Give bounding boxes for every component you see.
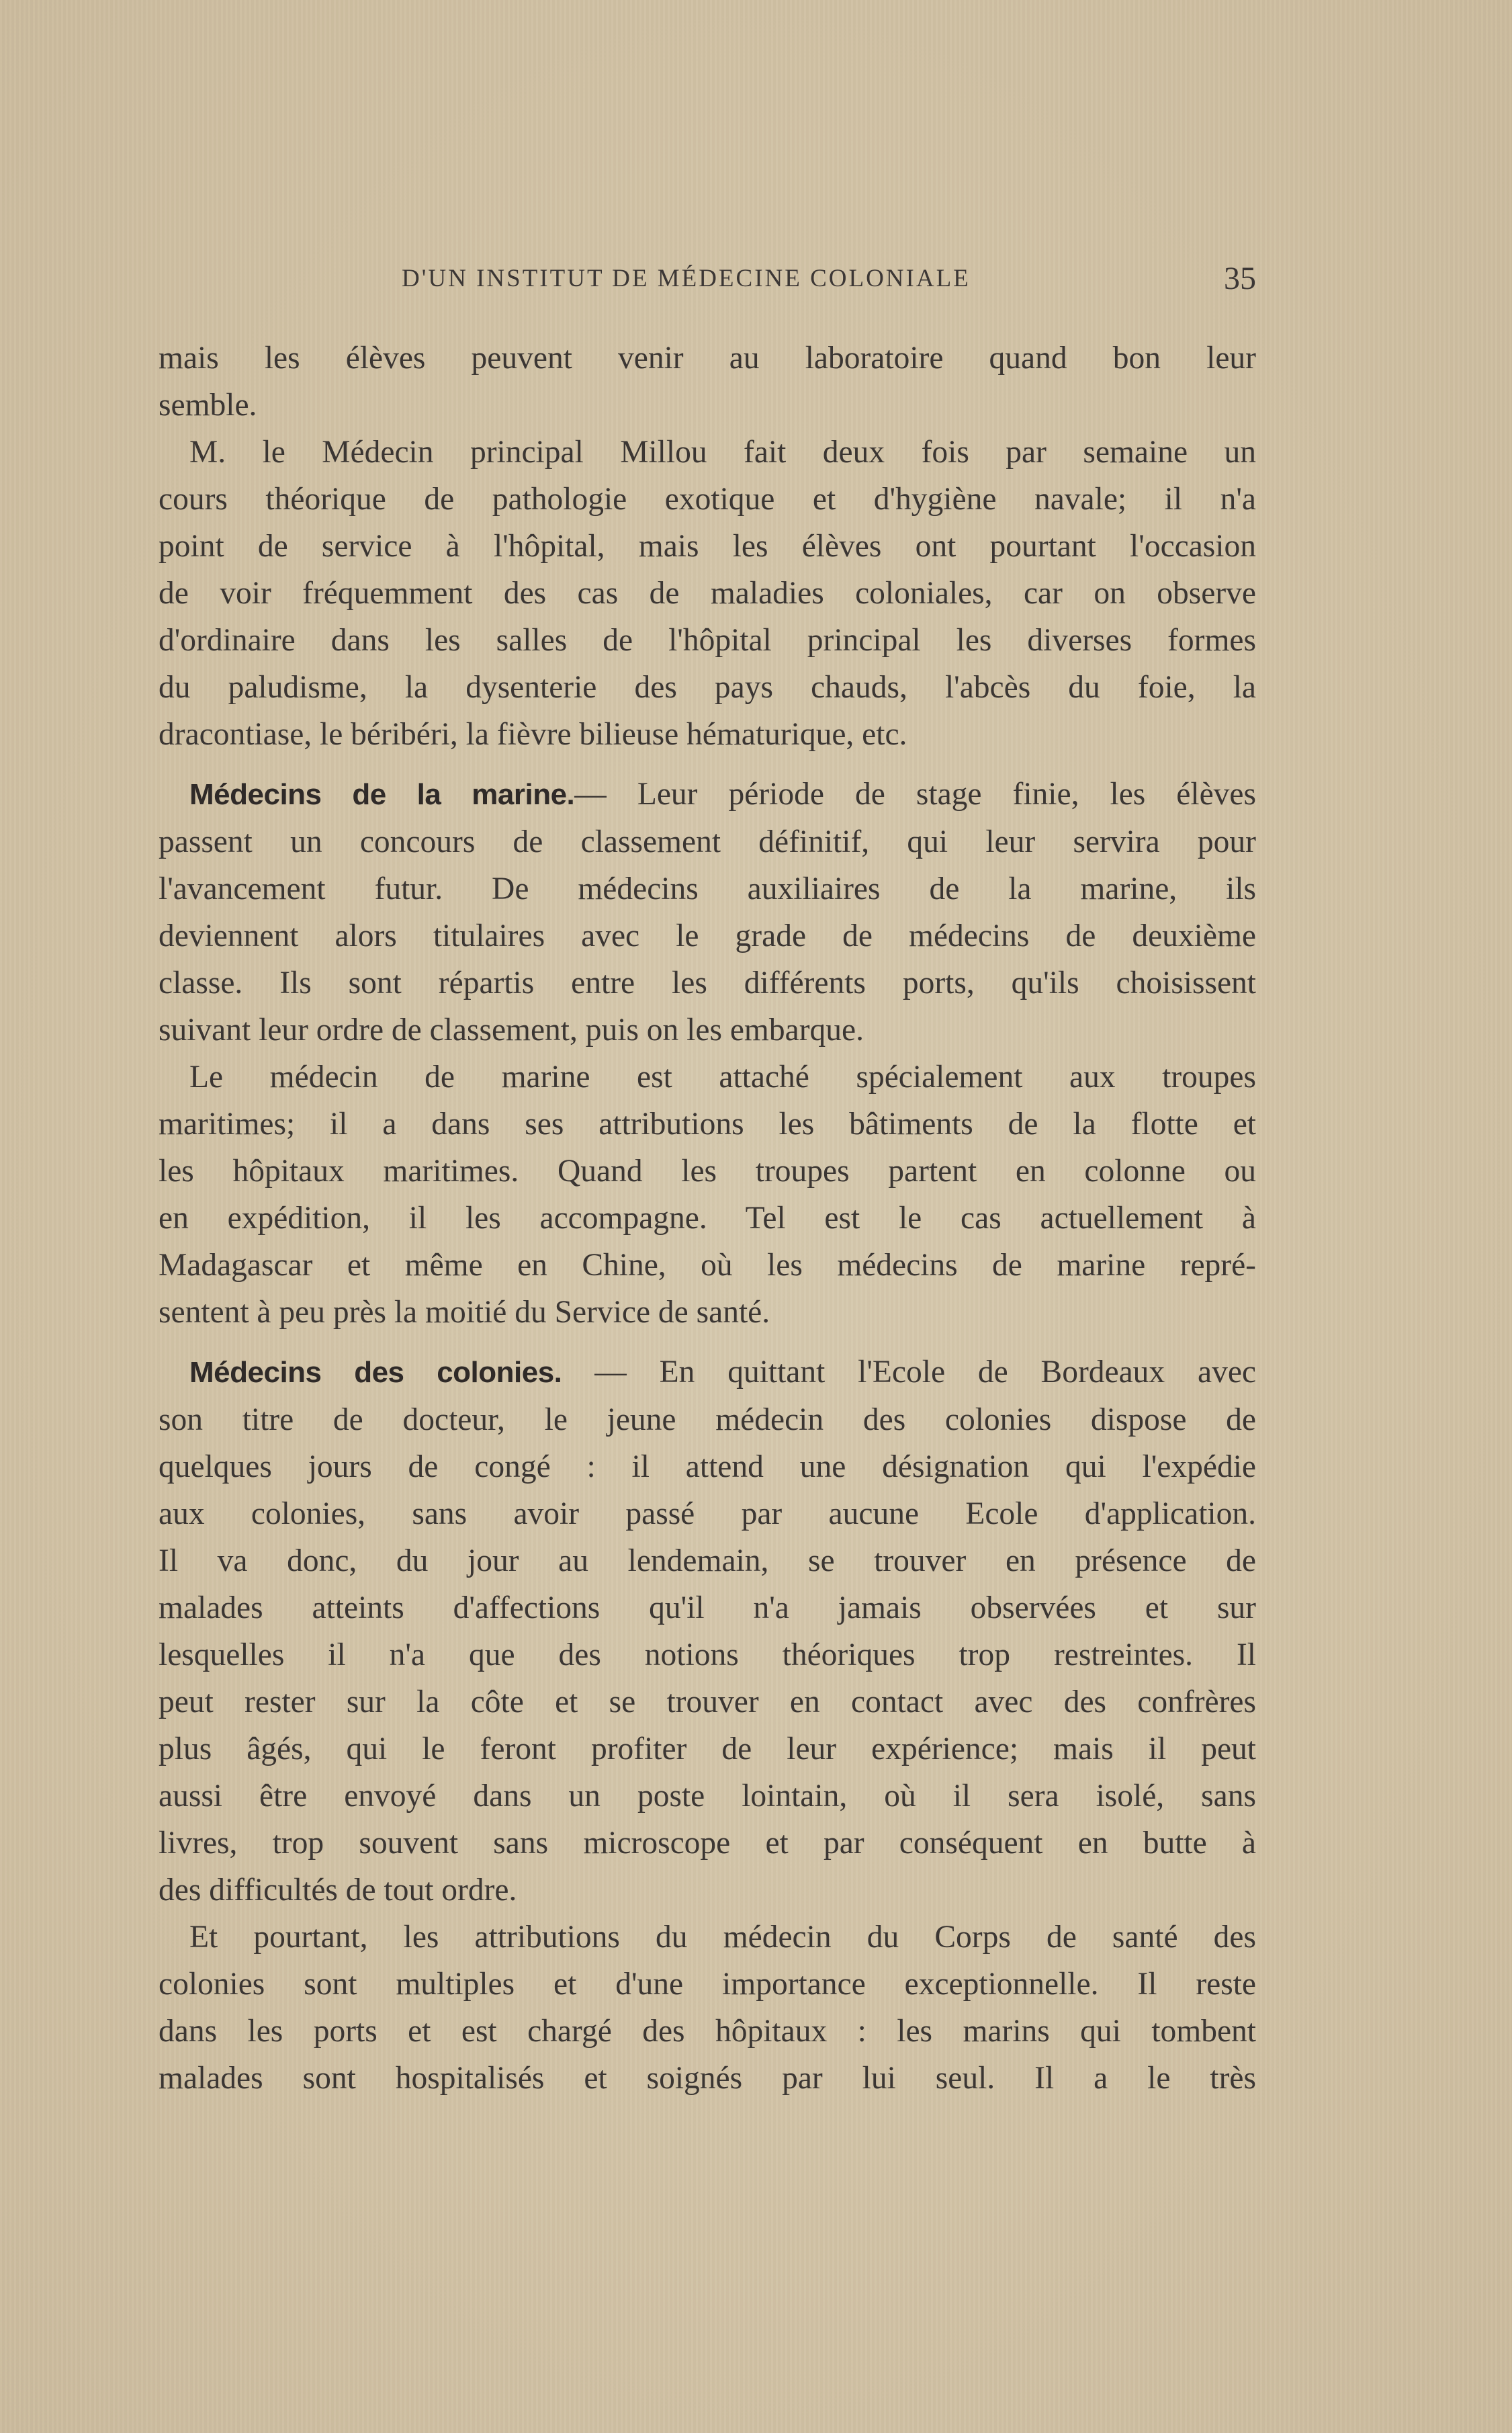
text-line: dracontiase, le béribéri, la fièvre bilieuse hématurique, etc.: [159, 717, 907, 752]
text-line: des difficultés de tout ordre.: [159, 1873, 517, 1908]
text-line: Il va donc, du jour au lendemain, se trouver en présence de: [159, 1543, 1256, 1578]
text-line: de voir fréquemment des cas de maladies coloniales, car on observe: [159, 576, 1256, 611]
paragraph-attributions: [159, 1914, 1256, 2102]
section-heading: Médecins des colonies.: [189, 1356, 562, 1389]
text-line: en expédition, il les accompagne. Tel est le cas actuellement à: [159, 1201, 1256, 1236]
section-medecins-marine: [159, 771, 1256, 1054]
text-line: Le médecin de marine est attaché spécialement aux troupes: [189, 1060, 1256, 1095]
text-line: lesquelles il n'a que des notions théoriques trop restreintes. Il: [159, 1637, 1256, 1672]
text-line: Et pourtant, les attributions du médecin du Corps de santé des: [189, 1920, 1256, 1955]
heading-dash: —: [562, 1355, 660, 1390]
paragraph-continuation: [159, 335, 1256, 429]
text-line: livres, trop souvent sans microscope et par conséquent en butte à: [159, 1826, 1256, 1861]
text-line: l'avancement futur. De médecins auxiliaires de la marine, ils: [159, 871, 1256, 906]
text-line: suivant leur ordre de classement, puis on les embarque.: [159, 1013, 864, 1048]
running-head: [159, 261, 1256, 298]
text-line: colonies sont multiples et d'une importance exceptionnelle. Il reste: [159, 1967, 1256, 2002]
text-line: M. le Médecin principal Millou fait deux fois par semaine un: [189, 435, 1256, 470]
text-run: En quittant l'Ecole de Bordeaux avec: [659, 1355, 1257, 1390]
text-line: dans les ports et est chargé des hôpitaux : les marins qui tombent: [159, 2014, 1256, 2049]
section-heading: Médecins de la marine.: [189, 778, 575, 811]
text-line: classe. Ils sont répartis entre les différents ports, qu'ils choisissent: [159, 966, 1256, 1000]
text-line: Madagascar et même en Chine, où les médecins de marine repré-: [159, 1248, 1256, 1283]
text-line: [159, 771, 1256, 818]
text-line: sentent à peu près la moitié du Service de santé.: [159, 1295, 770, 1330]
text-line: du paludisme, la dysenterie des pays chauds, l'abcès du foie, la: [159, 670, 1256, 705]
text-line: plus âgés, qui le feront profiter de leur expérience; mais il peut: [159, 1732, 1256, 1766]
text-line: maritimes; il a dans ses attributions les bâtiments de la flotte et: [159, 1107, 1256, 1142]
text-line: cours théorique de pathologie exotique et d'hygiène navale; il n'a: [159, 482, 1256, 517]
text-line: semble.: [159, 388, 257, 423]
text-line: aux colonies, sans avoir passé par aucune Ecole d'application.: [159, 1496, 1256, 1531]
section-medecins-colonies: [159, 1349, 1256, 1914]
heading-dash: —: [574, 777, 637, 812]
text-line: malades sont hospitalisés et soignés par lui seul. Il a le très: [159, 2061, 1256, 2096]
text-line: mais les élèves peuvent venir au laboratoire quand bon leur: [159, 341, 1256, 376]
text-line: point de service à l'hôpital, mais les élèves ont pourtant l'occasion: [159, 529, 1256, 564]
text-line: passent un concours de classement définitif, qui leur servira pour: [159, 824, 1256, 859]
text-run: Leur période de stage finie, les élèves: [637, 777, 1256, 812]
text-line: les hôpitaux maritimes. Quand les troupes partent en colonne ou: [159, 1154, 1256, 1189]
text-line: deviennent alors titulaires avec le grade de médecins de deuxième: [159, 919, 1256, 953]
running-head-title: D'UN INSTITUT DE MÉDECINE COLONIALE: [402, 265, 971, 292]
text-line: peut rester sur la côte et se trouver en contact avec des confrères: [159, 1684, 1256, 1719]
text-line: quelques jours de congé : il attend une désignation qui l'expédie: [159, 1449, 1256, 1484]
text-line: aussi être envoyé dans un poste lointain, où il sera isolé, sans: [159, 1779, 1256, 1813]
paragraph-millou-course: [159, 429, 1256, 758]
text-line: son titre de docteur, le jeune médecin des colonies dispose de: [159, 1402, 1256, 1437]
text-line: malades atteints d'affections qu'il n'a jamais observées et sur: [159, 1590, 1256, 1625]
paragraph-medecin-marine-role: [159, 1054, 1256, 1336]
body-text: [159, 335, 1256, 2102]
text-line: [159, 1349, 1256, 1396]
text-line: d'ordinaire dans les salles de l'hôpital principal les diverses formes: [159, 623, 1256, 658]
page-number: 35: [1224, 261, 1256, 296]
